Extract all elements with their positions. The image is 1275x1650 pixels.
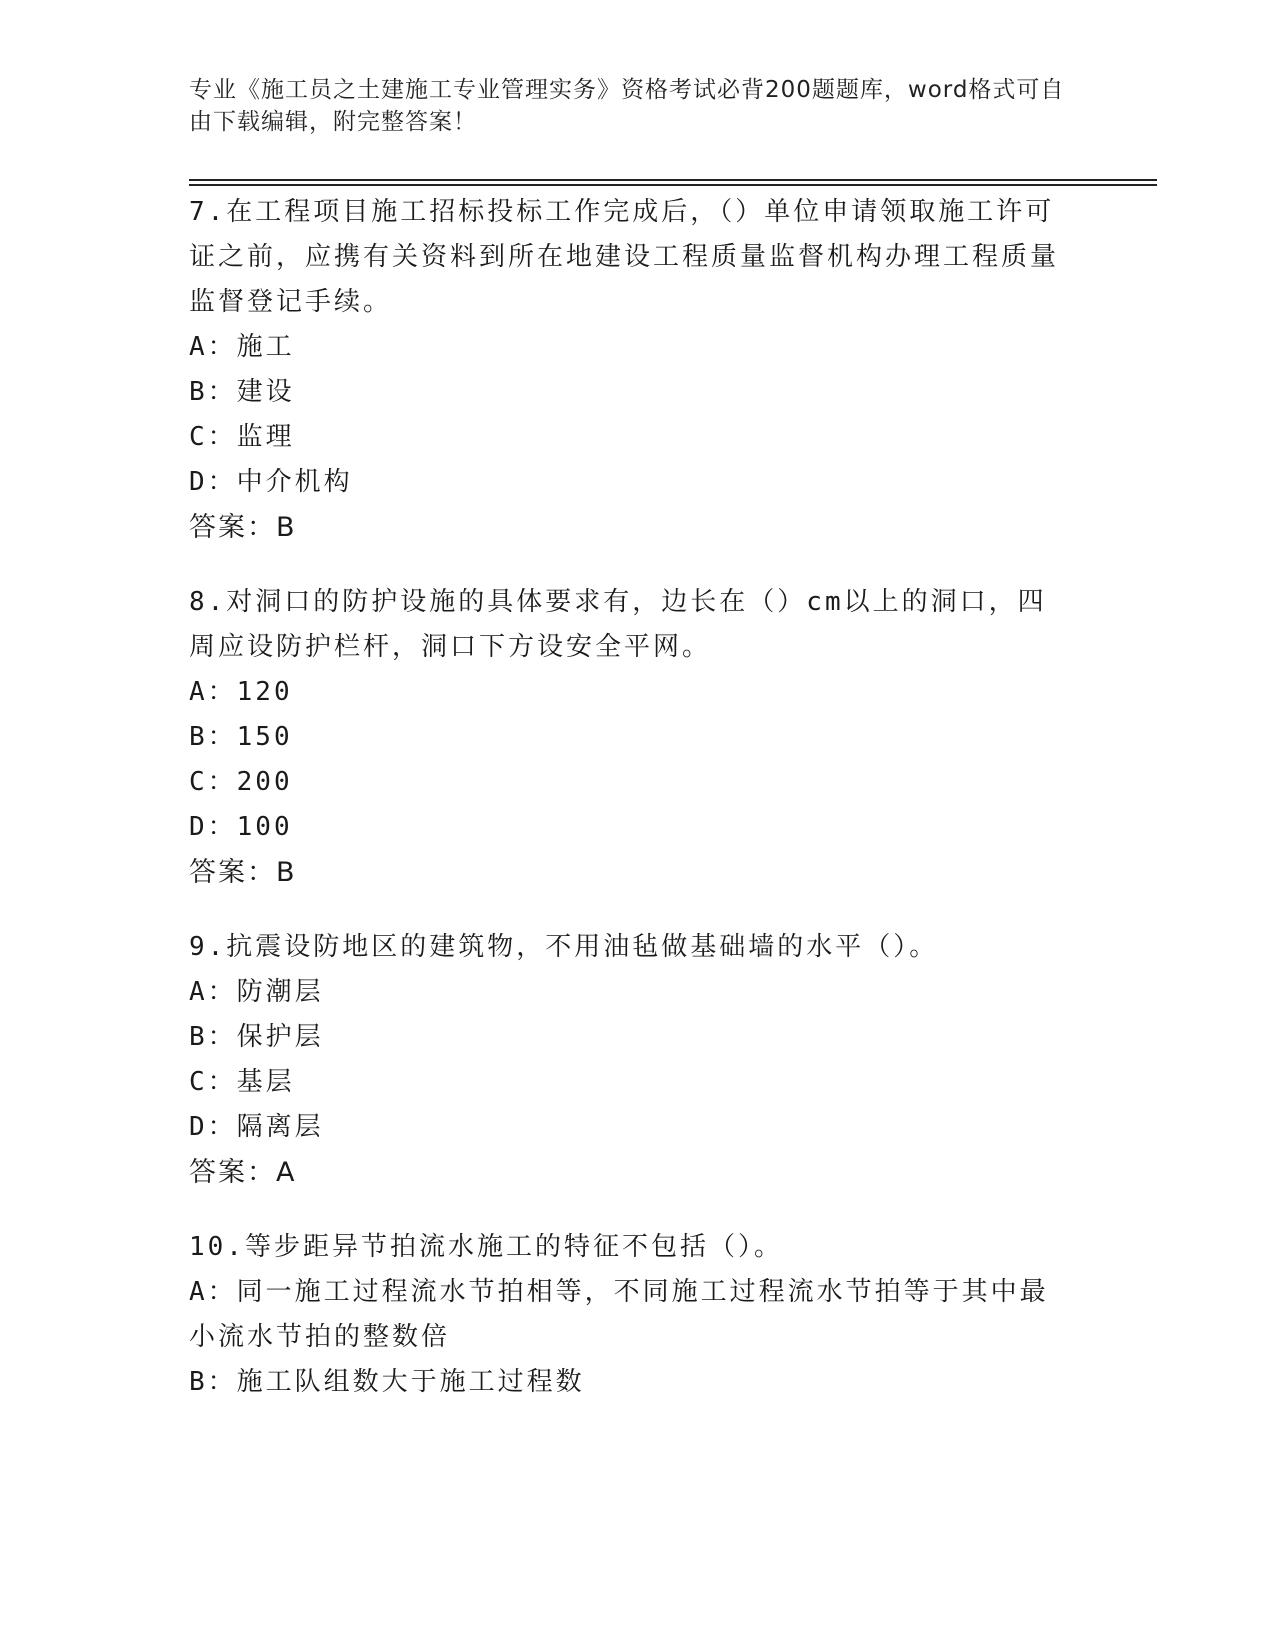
answer-text: 答案：B bbox=[189, 512, 297, 543]
option-b: B：保护层 bbox=[189, 1022, 324, 1052]
question-item bbox=[189, 580, 1069, 895]
question-text: 8.对洞口的防护设施的具体要求有，边长在（）cm以上的洞口，四周应设防护栏杆，洞口下方设安全平网。 bbox=[189, 587, 1047, 662]
question-list bbox=[189, 190, 1069, 1435]
option-b: B：150 bbox=[189, 722, 293, 752]
option-c: C：监理 bbox=[189, 422, 295, 452]
question-item bbox=[189, 190, 1069, 550]
option-a: A：施工 bbox=[189, 332, 295, 362]
document-header: 专业《施工员之土建施工专业管理实务》资格考试必背200题题库，word格式可自由下载编辑，附完整答案！ bbox=[189, 77, 1065, 135]
answer-text: 答案：B bbox=[189, 857, 297, 888]
question-text: 9.抗震设防地区的建筑物，不用油毡做基础墙的水平（）。 bbox=[189, 932, 939, 962]
option-b: B：建设 bbox=[189, 377, 295, 407]
option-b: B：施工队组数大于施工过程数 bbox=[189, 1367, 585, 1397]
option-d: D：隔离层 bbox=[189, 1112, 324, 1142]
option-c: C：200 bbox=[189, 767, 293, 797]
question-item bbox=[189, 1225, 1069, 1405]
question-text: 10.等步距异节拍流水施工的特征不包括（）。 bbox=[189, 1232, 783, 1262]
option-d: D：中介机构 bbox=[189, 467, 353, 497]
option-a: A：120 bbox=[189, 677, 293, 707]
header-divider-bottom bbox=[189, 184, 1157, 186]
header-divider-top bbox=[189, 179, 1157, 181]
option-a: A：防潮层 bbox=[189, 977, 324, 1007]
option-c: C：基层 bbox=[189, 1067, 295, 1097]
question-text: 7.在工程项目施工招标投标工作完成后，（）单位申请领取施工许可证之前，应携有关资料到所在地建设工程质量监督机构办理工程质量监督登记手续。 bbox=[189, 197, 1060, 317]
option-d: D：100 bbox=[189, 812, 293, 842]
option-a: A：同一施工过程流水节拍相等，不同施工过程流水节拍等于其中最小流水节拍的整数倍 bbox=[189, 1277, 1049, 1352]
answer-text: 答案：A bbox=[189, 1157, 297, 1188]
question-item bbox=[189, 925, 1069, 1195]
